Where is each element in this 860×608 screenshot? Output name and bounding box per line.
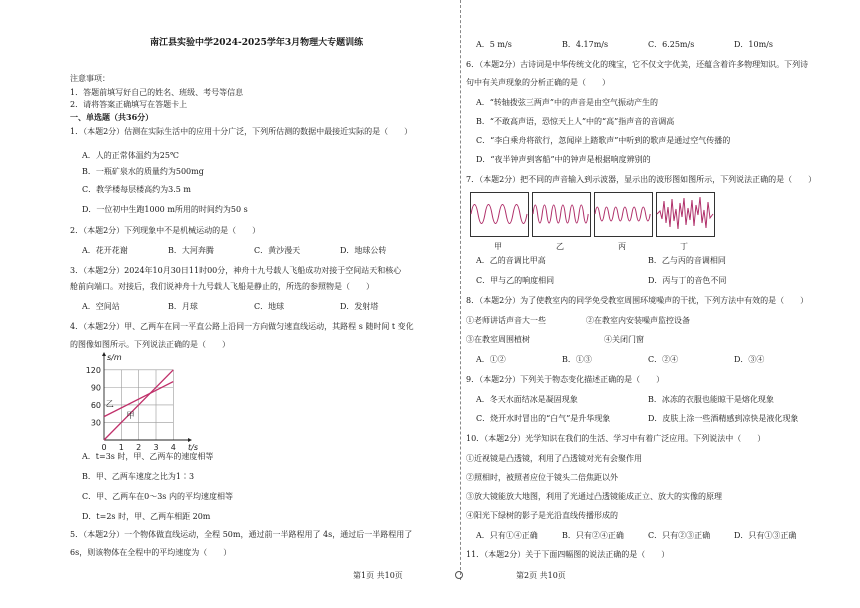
question-stem: 4．（本题2分）甲、乙两车在同一平直公路上沿同一方向做匀速直线运动，其路程 s 随时间 t 变化 — [70, 322, 414, 331]
statement: ②在教室内安装噪声监控设备 — [586, 316, 690, 325]
question-stem: 11．（本题2分）关于下面四幅图的说法正确的是（ ） — [466, 550, 670, 559]
option: B．月球 — [168, 302, 198, 311]
question-stem: 10．（本题2分）光学知识在我们的生活、学习中有着广泛应用。下列说法中（ ） — [466, 434, 766, 443]
x-tick-label: 0 — [101, 443, 107, 452]
x-tick-label: 1 — [118, 443, 124, 452]
question-stem: 6．（本题2分）古诗词是中华传统文化的瑰宝，它不仅文字优美，还蕴含着许多物理知识。下列诗 — [466, 60, 809, 69]
option: A．乙的音调比甲高 — [476, 256, 546, 265]
question-stem: 舱前向端口。对接后，我们说神舟十九号载人飞船是静止的，所选的参照物是（ ） — [70, 282, 374, 291]
wave-line — [471, 205, 527, 224]
option: B．冰冻的衣服也能晾干是熔化现象 — [648, 395, 774, 404]
waveform-ding — [656, 192, 715, 237]
waveform-yi — [532, 192, 591, 237]
statement: ②照相时，被照者应位于镜头二倍焦距以外 — [466, 473, 618, 482]
section-heading: 一、单选题（共36分） — [70, 112, 154, 122]
option: D．丙与丁的音色不同 — [648, 276, 727, 285]
option: B．大河奔腾 — [168, 246, 214, 255]
exam-title: 南江县实验中学2024-2025学年3月物理大专题训练 — [150, 38, 364, 48]
question-stem: 7．（本题2分）把不同的声音输入到示波器，显示出的波形图如图所示，下列说法正确的是（ ） — [466, 175, 817, 184]
option: C．②④ — [648, 355, 679, 364]
right-page — [466, 0, 838, 608]
wave-label: 丙 — [618, 242, 626, 251]
option: A．①② — [476, 355, 506, 364]
question-stem: 2．（本题2分）下列现象中不是机械运动的是（ ） — [70, 226, 261, 235]
option: D．只有①③正确 — [734, 531, 797, 540]
wave-line — [533, 205, 588, 223]
series-label-yi: 乙 — [105, 399, 114, 409]
notice-item: 2．请将答案正确填写在答题卡上 — [70, 100, 188, 109]
question-stem: 1．（本题2分）估测在实际生活中的应用十分广泛，下列所估测的数据中最接近实际的是（ ） — [70, 127, 413, 136]
option: B．甲、乙两车速度之比为1∶3 — [82, 472, 195, 481]
statement: ④阳光下绿树的影子是光沿直线传播形成的 — [466, 511, 618, 520]
y-axis-label: s/m — [107, 353, 122, 362]
wave-label: 甲 — [494, 242, 502, 251]
option: B．4.17m/s — [562, 40, 609, 49]
option: C．甲与乙的响度相同 — [476, 276, 555, 285]
page-number: 第1页 共10页 — [353, 571, 403, 580]
question-stem: 句中有关声现象的分析正确的是（ ） — [466, 78, 610, 87]
waveform-bing — [594, 192, 653, 237]
option: C．地球 — [254, 302, 285, 311]
wave-label: 丁 — [680, 242, 688, 251]
notice-heading: 注意事项： — [70, 74, 110, 83]
option: D．10m/s — [734, 40, 773, 49]
option: D．一位初中生跑1000 m所用的时间约为50 s — [82, 205, 248, 214]
y-tick-label: 60 — [90, 400, 101, 410]
option: D．t=2s 时，甲、乙两车相距 20m — [82, 512, 211, 521]
x-tick-label: 4 — [170, 443, 176, 452]
x-axis-arrow — [188, 438, 192, 442]
option: C．6.25m/s — [648, 40, 695, 49]
option: D．“夜半钟声到客船”中的钟声是根据响度辨别的 — [476, 155, 651, 164]
question-stem: 的图像如图所示。下列说法正确的是（ ） — [70, 340, 230, 349]
y-tick-label: 90 — [90, 383, 101, 393]
option: A．冬天水面结冰是凝固现象 — [476, 395, 578, 404]
wave-line — [595, 207, 650, 221]
x-tick-label: 3 — [153, 443, 159, 452]
option: D．皮肤上涂一些酒精感到凉快是液化现象 — [648, 414, 799, 423]
option: C．黄沙漫天 — [254, 246, 301, 255]
y-tick-label: 30 — [90, 418, 101, 428]
question-stem: 5．（本题2分）一个物体做直线运动，全程 50m，通过前一半路程用了 4s，通过后一半路程用了 — [70, 530, 413, 539]
option: A．只有①④正确 — [476, 531, 538, 540]
question-stem: 6s，则该物体在全程中的平均速度为（ ） — [70, 548, 232, 557]
wave-label: 乙 — [556, 242, 564, 251]
option: A．“转轴拨弦三两声”中的声音是由空气振动产生的 — [476, 98, 658, 107]
option: A．5 m/s — [476, 40, 512, 49]
option: C．教学楼每层楼高约为3.5 m — [82, 185, 191, 194]
option: A．t=3s 时，甲、乙两车的速度相等 — [82, 452, 214, 461]
statement: ①老师讲话声音大一些 — [466, 316, 546, 325]
binding-hole — [455, 571, 463, 579]
statement: ④关闭门窗 — [604, 335, 644, 344]
question-stem: 3．（本题2分）2024年10月30日11时00分，神舟十九号载人飞船成功对接于空间站天和核心 — [70, 266, 402, 275]
option: C．烧开水时冒出的“白气”是升华现象 — [476, 414, 611, 423]
option: A．花开花谢 — [82, 246, 128, 255]
option: B．乙与丙的音调相同 — [648, 256, 726, 265]
wave-line — [657, 197, 713, 229]
question-stem: 9．（本题2分）下列关于物态变化描述正确的是（ ） — [466, 375, 665, 384]
option: B．只有②④正确 — [562, 531, 624, 540]
series-label-jia: 甲 — [126, 410, 135, 420]
s-t-graph — [84, 353, 198, 454]
option: B．一瓶矿泉水的质量约为500mg — [82, 167, 204, 176]
option: A．人的正常体温约为25℃ — [82, 151, 179, 160]
statement: ③放大镜能放大地图，利用了光通过凸透镜能成正立、放大的实像的原理 — [466, 492, 722, 501]
option: A．空间站 — [82, 302, 120, 311]
y-axis-arrow — [102, 352, 106, 356]
page-divider — [460, 0, 461, 580]
y-tick-label: 120 — [85, 365, 101, 375]
option: C．甲、乙两车在0～3s 内的平均速度相等 — [82, 492, 233, 501]
waveform-jia — [470, 192, 529, 237]
option: D．③④ — [734, 355, 765, 364]
question-stem: 8．（本题2分）为了使教室内的同学免受教室周围环境噪声的干扰，下列方法中有效的是（ ） — [466, 296, 809, 305]
option: B．①③ — [562, 355, 592, 364]
statement: ③在教室周围植树 — [466, 335, 530, 344]
option: D．发射塔 — [340, 302, 379, 311]
option: B．“不敢高声语，恐惊天上人”中的“高”指声音的音调高 — [476, 117, 675, 126]
x-axis-label: t/s — [188, 443, 198, 452]
option: D．地球公转 — [340, 246, 387, 255]
left-page — [70, 0, 454, 608]
option: C．只有②③正确 — [648, 531, 711, 540]
statement: ①近视镜是凸透镜，利用了凸透镜对光有会聚作用 — [466, 454, 642, 463]
notice-item: 1．答题前填写好自己的姓名、班级、考号等信息 — [70, 88, 244, 97]
page-number: 第2页 共10页 — [516, 571, 566, 580]
option: C．“李白乘舟将欲行，忽闻岸上踏歌声”中听到的歌声是通过空气传播的 — [476, 136, 731, 145]
x-tick-label: 2 — [136, 443, 142, 452]
